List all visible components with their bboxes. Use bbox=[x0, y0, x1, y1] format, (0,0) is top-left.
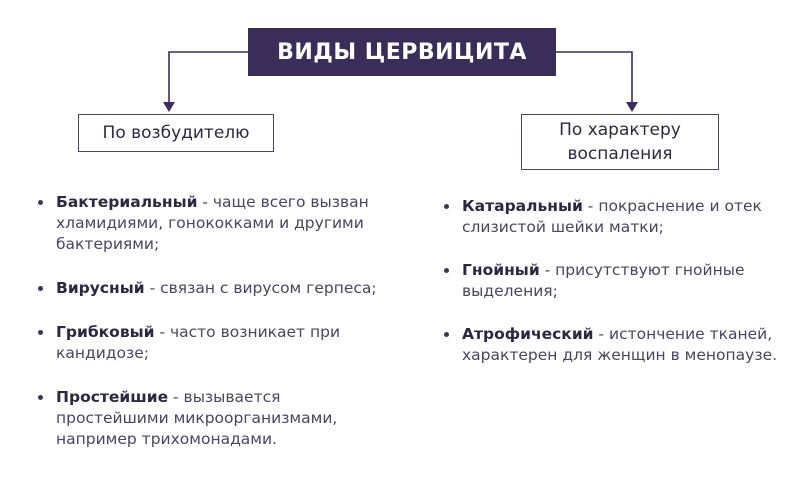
item-description: - истончение тканей, характерен для женщин в менопаузе. bbox=[462, 325, 778, 364]
item-term: Катаральный bbox=[462, 197, 583, 215]
item-term: Вирусный bbox=[56, 279, 145, 297]
bullet-icon bbox=[38, 286, 43, 291]
bullet-icon bbox=[38, 200, 43, 205]
right-arrowhead bbox=[626, 102, 638, 112]
list-item bbox=[38, 387, 378, 450]
item-description: - покраснение и отек слизистой шейки матки; bbox=[462, 197, 762, 236]
bullet-icon bbox=[444, 204, 449, 209]
diagram-title: ВИДЫ ЦЕРВИЦИТА bbox=[248, 28, 556, 76]
list-item bbox=[444, 260, 784, 302]
category-inflammation-label: По характеру воспаления bbox=[559, 120, 681, 164]
list-item bbox=[444, 196, 784, 238]
bullet-icon bbox=[38, 395, 43, 400]
item-description: - связан с вирусом герпеса; bbox=[144, 279, 377, 297]
item-description: - часто возникает при кандидозе; bbox=[56, 323, 341, 362]
category-inflammation-type bbox=[521, 114, 719, 170]
left-connector-line bbox=[169, 52, 248, 104]
bullet-icon bbox=[38, 330, 43, 335]
bullet-icon bbox=[444, 332, 449, 337]
list-item bbox=[38, 322, 378, 364]
inflammation-types-list bbox=[444, 196, 784, 366]
item-term: Грибковый bbox=[56, 323, 155, 341]
list-item bbox=[38, 278, 378, 299]
item-term: Атрофический bbox=[462, 325, 594, 343]
item-description: - присутствуют гнойные выделения; bbox=[462, 261, 745, 300]
item-term: Гнойный bbox=[462, 261, 540, 279]
left-arrowhead bbox=[163, 102, 175, 112]
item-description: - вызывается простейшими микроорганизмами, например трихомонадами. bbox=[56, 388, 338, 448]
category-pathogen: По возбудителю bbox=[78, 114, 274, 152]
bullet-icon bbox=[444, 268, 449, 273]
list-item bbox=[38, 192, 378, 255]
right-connector-line bbox=[556, 52, 632, 104]
item-term: Бактериальный bbox=[56, 193, 198, 211]
pathogen-types-list bbox=[38, 192, 378, 450]
list-item bbox=[444, 324, 784, 366]
item-term: Простейшие bbox=[56, 388, 169, 406]
item-description: - чаще всего вызван хламидиями, гонококками и другими бактериями; bbox=[56, 193, 369, 253]
